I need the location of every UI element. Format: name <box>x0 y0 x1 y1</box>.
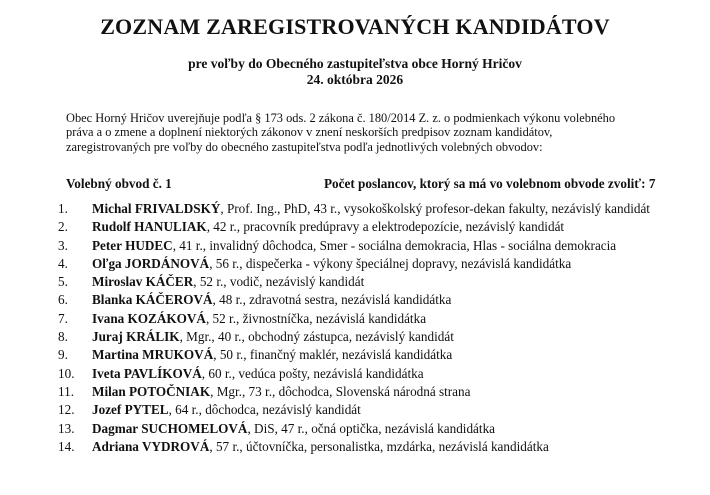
candidate-item <box>58 256 698 272</box>
intro-line-3: zaregistrovaných pre voľby do obecného zastupiteľstva podľa jednotlivých volebných obvodov: <box>66 139 543 154</box>
candidate-number: 1. <box>58 201 68 216</box>
candidate-name: Milan POTOČNIAK <box>92 383 211 399</box>
candidate-name: Dagmar SUCHOMELOVÁ <box>92 420 248 436</box>
candidate-details: , 52 r., vodič, nezávislý kandidát <box>193 274 365 290</box>
candidate-item <box>58 311 698 327</box>
intro-paragraph <box>66 111 666 154</box>
candidate-item <box>58 402 698 418</box>
candidate-name: Michal FRIVALDSKÝ <box>92 201 221 216</box>
candidate-details: , 52 r., živnostníčka, nezávislá kandidátka <box>205 310 427 326</box>
candidate-details: , Mgr., 40 r., obchodný zástupca, nezávislý kandidát <box>179 329 454 345</box>
candidate-item <box>58 439 698 455</box>
candidate-name: Oľga JORDÁNOVÁ <box>92 255 210 271</box>
candidate-item <box>58 366 698 382</box>
candidate-name: Peter HUDEC <box>92 237 173 253</box>
candidate-details: , 50 r., finančný maklér, nezávislá kandidátka <box>213 347 453 363</box>
candidate-details: , 56 r., dispečerka - výkony špeciálnej dopravy, nezávislá kandidátka <box>209 255 572 271</box>
candidate-details: , 64 r., dôchodca, nezávislý kandidát <box>168 402 361 418</box>
candidate-number: 3. <box>58 237 68 253</box>
candidate-number: 10. <box>58 365 75 381</box>
candidate-list <box>58 201 698 457</box>
candidate-details: , Prof. Ing., PhD, 43 r., vysokoškolský profesor-dekan fakulty, nezávislý kandidát <box>220 201 650 216</box>
candidate-name: Martina MRUKOVÁ <box>92 347 214 363</box>
subtitle-date: 24. októbra 2026 <box>306 72 404 87</box>
candidate-name: Juraj KRÁLIK <box>92 329 180 345</box>
intro-line-1: Obec Horný Hričov uverejňuje podľa § 173 ods. 2 zákona č. 180/2014 Z. z. o podmienkach výkonu volebného <box>66 111 616 125</box>
candidate-number: 6. <box>58 292 68 308</box>
candidate-name: Ivana KOZÁKOVÁ <box>92 310 206 326</box>
candidate-details: , 60 r., vedúca pošty, nezávislá kandidátka <box>201 365 424 381</box>
district-seats: Počet poslancov, ktorý sa má vo volebnom obvode zvoliť: 7 <box>324 176 656 191</box>
candidate-number: 2. <box>58 219 68 235</box>
candidate-name: Jozef PYTEL <box>92 402 169 418</box>
district-heading <box>66 176 706 192</box>
candidate-details: , 42 r., pracovník predúpravy a elektrodepozície, nezávislý kandidát <box>206 219 565 235</box>
candidate-item <box>58 292 698 308</box>
candidate-name: Miroslav KÁČER <box>92 274 194 290</box>
document-subtitle <box>0 56 710 88</box>
candidate-item <box>58 274 698 290</box>
candidate-number: 5. <box>58 274 68 290</box>
candidate-number: 11. <box>58 383 74 399</box>
candidate-item <box>58 329 698 345</box>
candidate-name: Adriana VYDROVÁ <box>92 438 210 454</box>
candidate-item <box>58 201 698 217</box>
subtitle-election: pre voľby do Obecného zastupiteľstva obce Horný Hričov <box>188 56 522 71</box>
candidate-name: Rudolf HANULIAK <box>92 219 207 235</box>
district-label: Volebný obvod č. 1 <box>66 176 172 191</box>
candidate-item <box>58 421 698 437</box>
candidate-details: , 48 r., zdravotná sestra, nezávislá kandidátka <box>212 292 452 308</box>
candidate-details: , Mgr., 73 r., dôchodca, Slovenská národná strana <box>210 383 471 399</box>
candidate-number: 7. <box>58 310 68 326</box>
candidate-item <box>58 238 698 254</box>
candidate-item <box>58 347 698 363</box>
candidate-item <box>58 384 698 400</box>
candidate-name: Blanka KÁČEROVÁ <box>92 292 213 308</box>
candidate-item <box>58 219 698 235</box>
candidate-number: 4. <box>58 255 68 271</box>
candidate-details: , DiS, 47 r., očná optička, nezávislá kandidátka <box>247 420 496 436</box>
candidate-number: 14. <box>58 438 75 454</box>
candidate-number: 12. <box>58 402 75 418</box>
candidate-details: , 57 r., účtovníčka, personalistka, mzdárka, nezávislá kandidátka <box>209 438 549 454</box>
candidate-number: 9. <box>58 347 68 363</box>
intro-line-2: práva a o zmene a doplnení niektorých zákonov v znení neskorších predpisov zoznam kandidátov, <box>66 125 553 140</box>
candidate-name: Iveta PAVLÍKOVÁ <box>92 365 202 381</box>
candidate-number: 8. <box>58 329 68 345</box>
document-title: ZOZNAM ZAREGISTROVANÝCH KANDIDÁTOV <box>100 14 610 39</box>
candidate-number: 13. <box>58 420 75 436</box>
candidate-details: , 41 r., invalidný dôchodca, Smer - sociálna demokracia, Hlas - sociálna demokracia <box>172 237 617 253</box>
